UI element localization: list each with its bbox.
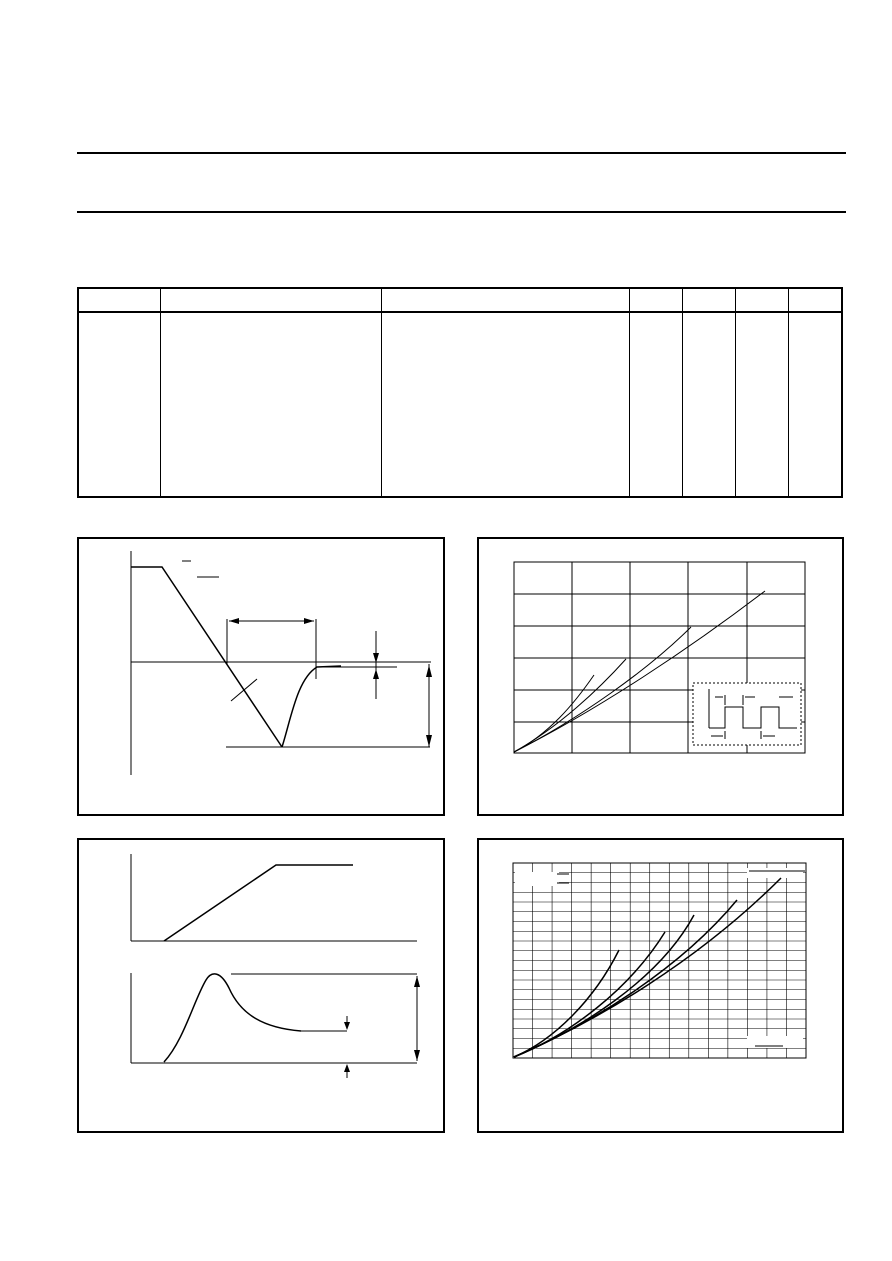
label-knockout <box>515 872 559 886</box>
figure-forward-recovery <box>77 838 445 1133</box>
table-header-divider <box>79 311 841 313</box>
forward-recovery-diagram <box>79 840 443 1131</box>
top-rule <box>77 152 846 154</box>
table-column-divider <box>682 289 683 496</box>
arrow-head <box>426 735 432 747</box>
arrow-head <box>414 1050 420 1061</box>
table-column-divider <box>381 289 382 496</box>
arrow-head <box>304 618 314 624</box>
table-column-divider <box>160 289 161 496</box>
slope-indicator <box>231 679 257 701</box>
reverse-recovery-diagram <box>79 539 443 814</box>
curve-3 <box>514 915 694 1057</box>
curve-2 <box>514 659 626 752</box>
figure-forward-characteristics <box>477 838 844 1133</box>
current-ramp <box>164 865 353 941</box>
arrow-head <box>414 976 420 987</box>
voltage-overshoot-curve <box>164 974 301 1062</box>
pulse-inset <box>693 683 801 745</box>
arrow-head <box>426 665 432 677</box>
table-column-divider <box>788 289 789 496</box>
curve-5 <box>514 878 781 1057</box>
power-dissipation-chart <box>479 539 842 814</box>
current-ramp <box>131 567 282 747</box>
recovery-curve <box>282 666 341 747</box>
arrow-head <box>344 1022 350 1030</box>
arrow-head <box>344 1064 350 1072</box>
table-column-divider <box>629 289 630 496</box>
characteristics-table <box>77 287 843 498</box>
arrow-head <box>373 669 379 679</box>
figure-power-dissipation <box>477 537 844 816</box>
section-rule <box>77 211 846 213</box>
figure-reverse-recovery <box>77 537 445 816</box>
forward-characteristics-chart <box>479 840 842 1131</box>
table-column-divider <box>735 289 736 496</box>
label-knockout <box>747 868 803 878</box>
curve-4 <box>514 900 737 1057</box>
curve-1 <box>514 675 594 752</box>
arrow-head <box>229 618 239 624</box>
